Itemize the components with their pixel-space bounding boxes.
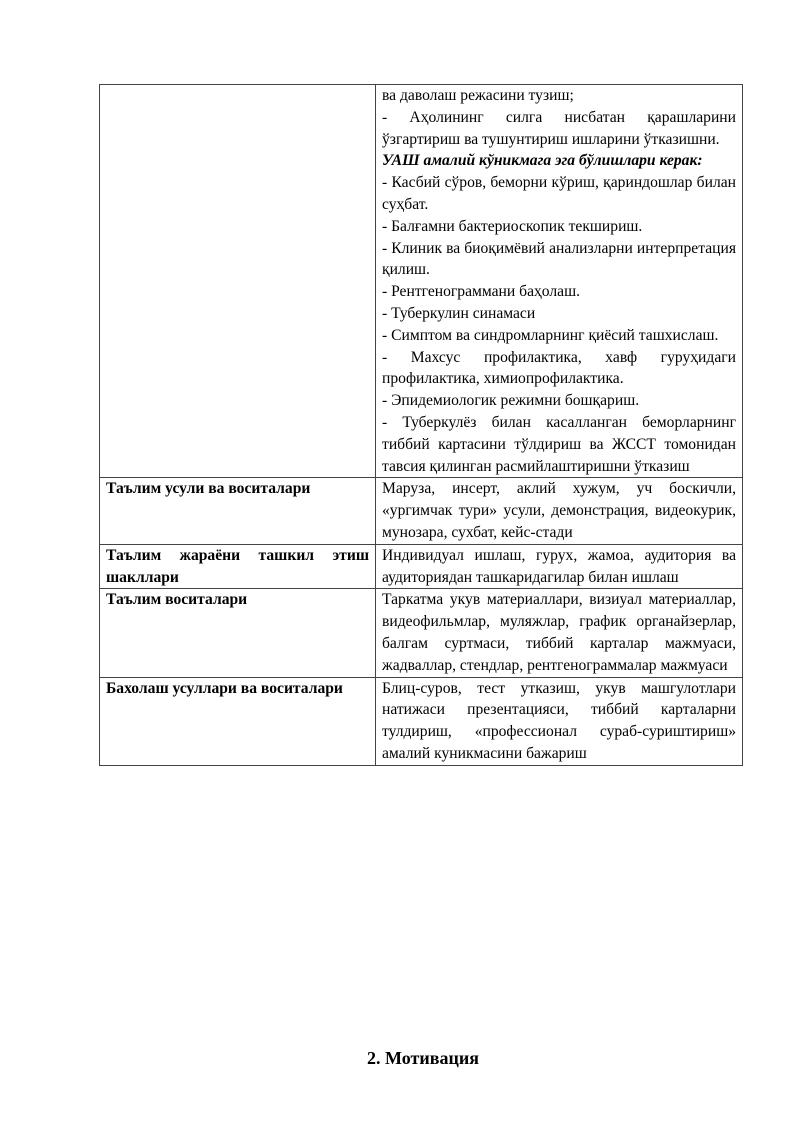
text-line: - Аҳолининг силга нисбатан қарашларини ўзгартириш ва тушунтириш ишларини ўтказишни.	[382, 108, 736, 148]
skill-item: - Эпидемиологик режимни бошқариш.	[382, 392, 640, 410]
table-row	[100, 478, 743, 544]
table-row	[100, 544, 743, 589]
skill-item: - Симптом ва синдромларнинг қиёсий ташхислаш.	[382, 326, 719, 344]
competency-table	[99, 84, 743, 766]
row-label: Таълим воситалари	[100, 589, 376, 677]
skill-item: - Туберкулин синамаси	[382, 304, 536, 322]
table-row-continuation	[100, 85, 743, 478]
row-value: Таркатма укув материаллари, визиуал материаллар, видеофильмлар, муляжлар, график органайзерлар, балгам суртмаси, тиббий карталар мажмуаси, жадваллар, стендлар, рентгенограммалар мажмуаси	[376, 589, 743, 677]
row-label: Таълим жараёни ташкил этиш шакллари	[100, 544, 376, 589]
practical-skills-cell	[376, 85, 743, 478]
text-line: ва даволаш режасини тузиш;	[382, 87, 574, 104]
table-row	[100, 677, 743, 765]
row-value: Индивидуал ишлаш, гурух, жамоа, аудитория ва аудиториядан ташкаридагилар билан ишлаш	[376, 544, 743, 589]
skill-item: - Махсус профилактика, хавф гуруҳидаги профилактика, химиопрофилактика.	[382, 348, 736, 388]
skill-item: - Туберкулёз билан касалланган беморларнинг тиббий картасини тўлдириш ва ЖССТ томонидан тавсия қилинган расмийлаштиришни ўтказиш	[382, 413, 736, 475]
skill-item: - Рентгенограммани баҳолаш.	[382, 283, 580, 301]
section-title: 2. Мотивация	[367, 1048, 479, 1068]
row-label: Таълим усули ва воситалари	[100, 478, 376, 544]
table-cell-empty	[100, 85, 376, 478]
skill-item: - Балғамни бактериоскопик текшириш.	[382, 217, 643, 235]
skill-item: - Клиник ва биоқимёвий анализларни интерпретация қилиш.	[382, 239, 736, 279]
skill-item: - Касбий сўров, беморни кўриш, қариндошлар билан суҳбат.	[382, 174, 736, 213]
skills-heading: УАШ амалий кўникмага эга бўлишлари керак:	[382, 152, 703, 170]
row-value: Блиц-суров, тест утказиш, укув машгулотлари натижаси презентацияси, тиббий карталарни тулдириш, «профессионал сураб-суриштириш» амалий куникмасини бажариш	[376, 677, 743, 765]
row-label: Бахолаш усуллари ва воситалари	[100, 677, 376, 765]
row-value: Маруза, инсерт, аклий хужум, уч боскичли, «ургимчак тури» усули, демонстрация, видеокурик, мунозара, сухбат, кейс-стади	[376, 478, 743, 544]
table-row	[100, 589, 743, 677]
